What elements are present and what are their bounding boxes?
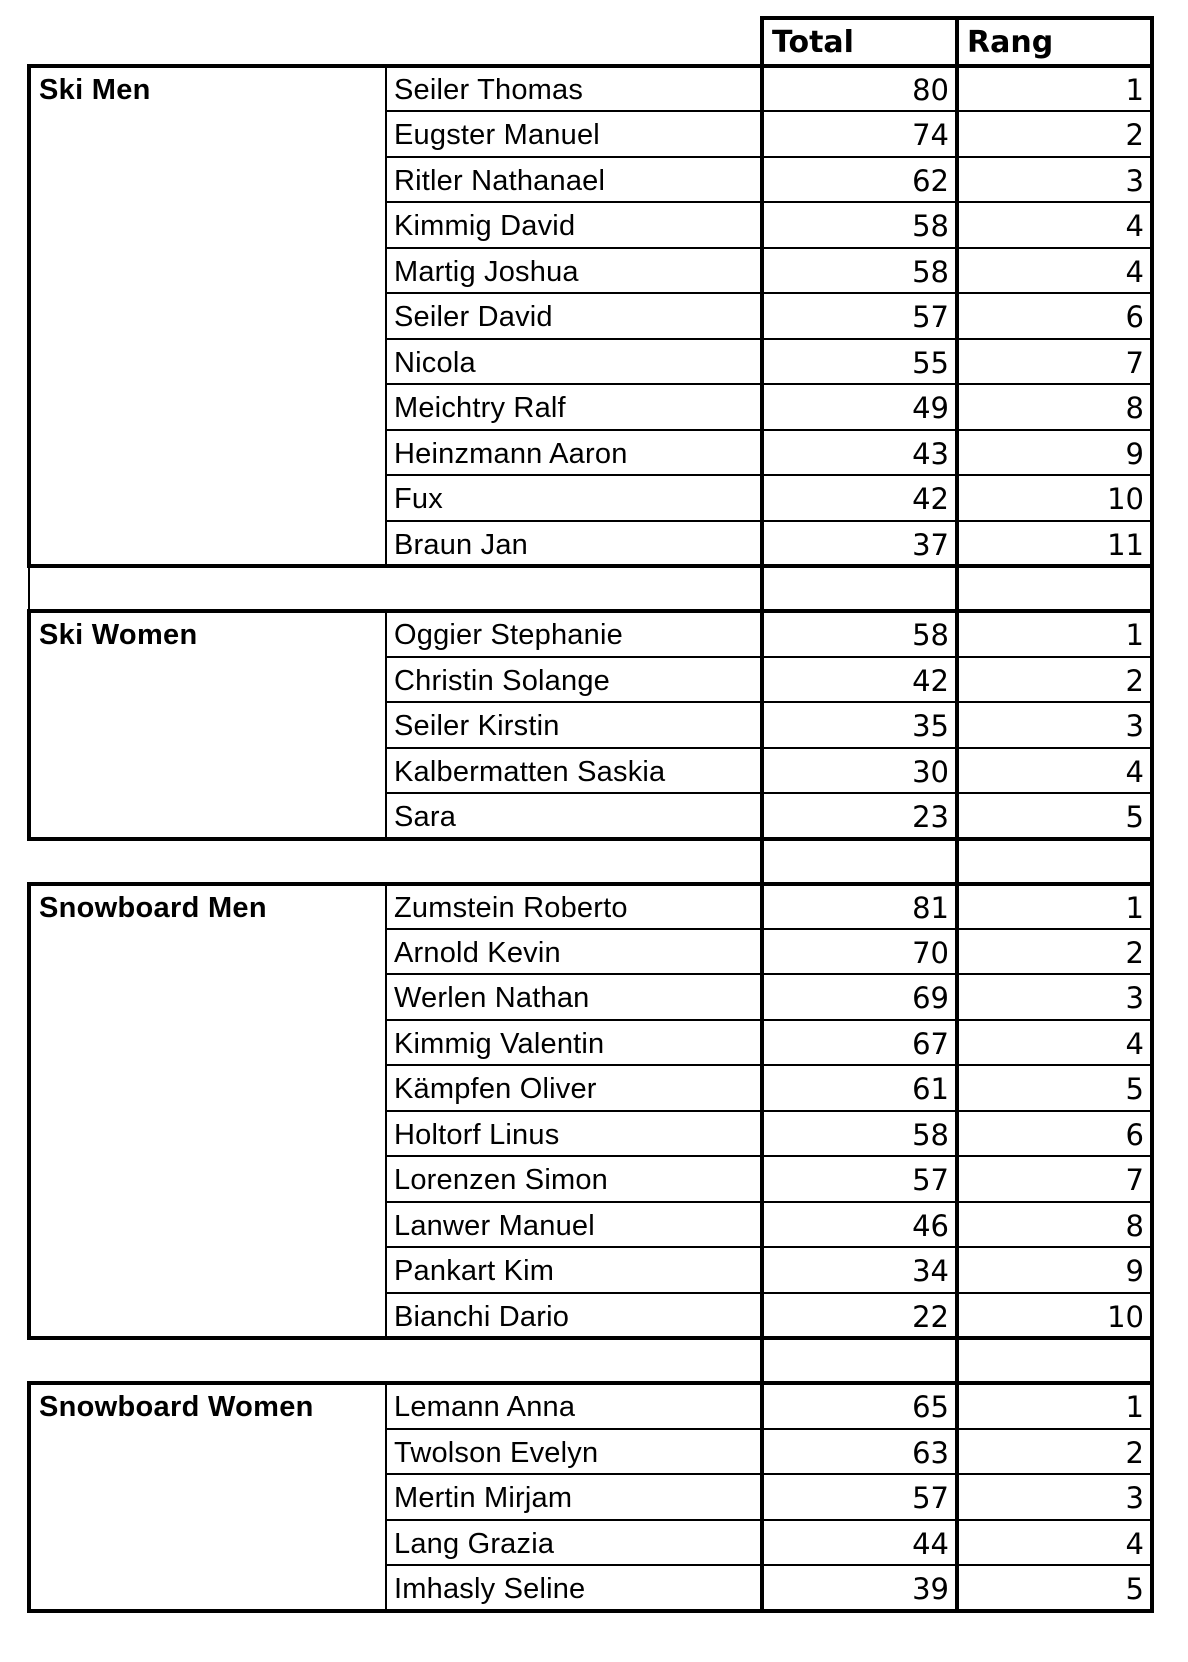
athlete-name: Arnold Kevin xyxy=(394,936,561,969)
rank-value: 2 xyxy=(1125,1435,1144,1470)
athlete-name: Christin Solange xyxy=(394,664,610,697)
total-points: 43 xyxy=(912,436,949,471)
athlete-name: Kimmig David xyxy=(394,210,576,243)
header-border xyxy=(955,16,959,68)
athlete-name: Mertin Mirjam xyxy=(394,1482,573,1515)
rank-value: 4 xyxy=(1125,754,1144,789)
total-points: 67 xyxy=(912,1026,949,1061)
spacer-border xyxy=(955,1336,959,1385)
row-divider xyxy=(385,383,1153,385)
total-points: 62 xyxy=(912,163,949,198)
spacer-border xyxy=(1150,837,1154,886)
rank-value: 4 xyxy=(1125,1526,1144,1561)
total-points: 37 xyxy=(912,527,949,562)
name-column-border xyxy=(385,65,387,567)
name-column-border xyxy=(385,1382,387,1611)
total-points: 58 xyxy=(912,254,949,289)
group-top-border xyxy=(27,609,1154,613)
athlete-name: Oggier Stephanie xyxy=(394,619,623,652)
category-label: Ski Women xyxy=(39,619,198,652)
athlete-name: Lemann Anna xyxy=(394,1391,576,1424)
category-label: Snowboard Men xyxy=(39,891,267,924)
group-border xyxy=(760,609,764,840)
group-border xyxy=(27,609,31,840)
total-points: 58 xyxy=(912,1117,949,1152)
total-points: 35 xyxy=(912,709,949,744)
athlete-name: Holtorf Linus xyxy=(394,1118,560,1151)
rank-value: 5 xyxy=(1125,1072,1144,1107)
athlete-name: Fux xyxy=(394,483,443,516)
total-points: 30 xyxy=(912,754,949,789)
row-divider xyxy=(385,156,1153,158)
name-column-border xyxy=(385,610,387,839)
group-border xyxy=(955,882,959,1341)
spacer-border xyxy=(760,837,764,886)
spacer-border xyxy=(955,837,959,886)
total-points: 22 xyxy=(912,1299,949,1334)
athlete-name: Meichtry Ralf xyxy=(394,392,566,425)
rank-value: 9 xyxy=(1125,436,1144,471)
header-border xyxy=(1150,16,1154,68)
rank-value: 10 xyxy=(1107,1299,1144,1334)
row-divider xyxy=(385,247,1153,249)
group-border xyxy=(27,882,31,1341)
row-divider xyxy=(385,656,1153,658)
row-divider xyxy=(385,1064,1153,1066)
row-divider xyxy=(385,520,1153,522)
athlete-name: Ritler Nathanael xyxy=(394,164,606,197)
rank-value: 7 xyxy=(1125,1163,1144,1198)
column-header-total: Total xyxy=(772,25,854,60)
total-points: 61 xyxy=(912,1072,949,1107)
rank-value: 9 xyxy=(1125,1254,1144,1289)
group-bottom-border xyxy=(27,1609,1154,1613)
athlete-name: Heinzmann Aaron xyxy=(394,437,628,470)
header-border xyxy=(760,16,764,68)
total-points: 49 xyxy=(912,391,949,426)
column-header-rank: Rang xyxy=(967,25,1054,60)
total-points: 42 xyxy=(912,663,949,698)
total-points: 70 xyxy=(912,935,949,970)
rank-value: 6 xyxy=(1125,300,1144,335)
spacer-border xyxy=(955,564,959,613)
total-points: 44 xyxy=(912,1526,949,1561)
row-divider xyxy=(385,201,1153,203)
group-border xyxy=(27,64,31,568)
row-divider xyxy=(385,474,1153,476)
rank-value: 2 xyxy=(1125,935,1144,970)
rank-value: 1 xyxy=(1125,618,1144,653)
rank-value: 1 xyxy=(1125,73,1144,107)
row-divider xyxy=(385,1519,1153,1521)
total-points: 69 xyxy=(912,981,949,1016)
rank-value: 10 xyxy=(1107,482,1144,517)
athlete-name: Kämpfen Oliver xyxy=(394,1073,597,1106)
name-column-border xyxy=(385,883,387,1340)
athlete-name: Lorenzen Simon xyxy=(394,1164,608,1197)
athlete-name: Sara xyxy=(394,801,457,834)
category-label: Snowboard Women xyxy=(39,1391,314,1424)
rank-value: 2 xyxy=(1125,118,1144,153)
total-points: 57 xyxy=(912,300,949,335)
total-points: 42 xyxy=(912,482,949,517)
group-bottom-border xyxy=(27,1336,1154,1340)
group-border xyxy=(1150,609,1154,840)
total-points: 55 xyxy=(912,345,949,380)
athlete-name: Martig Joshua xyxy=(394,255,579,288)
athlete-name: Seiler David xyxy=(394,301,553,334)
athlete-name: Imhasly Seline xyxy=(394,1573,586,1606)
group-border xyxy=(760,64,764,568)
total-points: 80 xyxy=(912,73,949,107)
group-top-border xyxy=(27,64,1154,68)
total-points: 58 xyxy=(912,618,949,653)
total-points: 57 xyxy=(912,1163,949,1198)
athlete-name: Lang Grazia xyxy=(394,1527,555,1560)
athlete-name: Twolson Evelyn xyxy=(394,1436,599,1469)
athlete-name: Lanwer Manuel xyxy=(394,1209,595,1242)
spacer-border xyxy=(1150,564,1154,613)
row-divider xyxy=(385,1201,1153,1203)
athlete-name: Kimmig Valentin xyxy=(394,1027,605,1060)
row-divider xyxy=(385,701,1153,703)
total-points: 34 xyxy=(912,1254,949,1289)
rank-value: 1 xyxy=(1125,1390,1144,1425)
total-points: 46 xyxy=(912,1208,949,1243)
group-border xyxy=(955,64,959,568)
row-divider xyxy=(385,1246,1153,1248)
athlete-name: Eugster Manuel xyxy=(394,119,600,152)
group-border xyxy=(760,882,764,1341)
group-border xyxy=(955,1381,959,1612)
group-border xyxy=(955,609,959,840)
rank-value: 7 xyxy=(1125,345,1144,380)
group-border xyxy=(27,1381,31,1612)
rank-value: 8 xyxy=(1125,1208,1144,1243)
row-divider xyxy=(385,1019,1153,1021)
rank-value: 3 xyxy=(1125,163,1144,198)
rank-value: 4 xyxy=(1125,1026,1144,1061)
row-divider xyxy=(385,292,1153,294)
total-points: 39 xyxy=(912,1572,949,1607)
row-divider xyxy=(385,973,1153,975)
athlete-name: Werlen Nathan xyxy=(394,982,590,1015)
row-divider xyxy=(385,429,1153,431)
total-points: 74 xyxy=(912,118,949,153)
row-divider xyxy=(385,1564,1153,1566)
spacer-border xyxy=(1150,1336,1154,1385)
group-border xyxy=(1150,1381,1154,1612)
row-divider xyxy=(385,1110,1153,1112)
row-divider xyxy=(385,1473,1153,1475)
rank-value: 5 xyxy=(1125,800,1144,835)
row-divider xyxy=(385,1292,1153,1294)
rank-value: 3 xyxy=(1125,709,1144,744)
group-bottom-border xyxy=(27,564,1154,568)
rank-value: 5 xyxy=(1125,1572,1144,1607)
rank-value: 11 xyxy=(1107,527,1144,562)
row-divider xyxy=(385,338,1153,340)
athlete-name: Braun Jan xyxy=(394,528,528,561)
group-border xyxy=(760,1381,764,1612)
athlete-name: Seiler Kirstin xyxy=(394,710,560,743)
rank-value: 4 xyxy=(1125,209,1144,244)
group-border xyxy=(1150,64,1154,568)
spacer-border xyxy=(760,564,764,613)
rank-value: 8 xyxy=(1125,391,1144,426)
group-top-border xyxy=(27,882,1154,886)
rank-value: 3 xyxy=(1125,1481,1144,1516)
row-divider xyxy=(385,110,1153,112)
total-points: 23 xyxy=(912,800,949,835)
rank-value: 3 xyxy=(1125,981,1144,1016)
row-divider xyxy=(385,928,1153,930)
rank-value: 1 xyxy=(1125,890,1144,925)
group-bottom-border xyxy=(27,837,1154,841)
athlete-name: Zumstein Roberto xyxy=(394,891,628,924)
row-divider xyxy=(385,747,1153,749)
spacer-border xyxy=(28,565,30,612)
total-points: 57 xyxy=(912,1481,949,1516)
spacer-border xyxy=(760,1336,764,1385)
rank-value: 2 xyxy=(1125,663,1144,698)
total-points: 65 xyxy=(912,1390,949,1425)
athlete-name: Pankart Kim xyxy=(394,1255,555,1288)
total-points: 58 xyxy=(912,209,949,244)
row-divider xyxy=(385,792,1153,794)
total-points: 63 xyxy=(912,1435,949,1470)
athlete-name: Bianchi Dario xyxy=(394,1300,570,1333)
rank-value: 4 xyxy=(1125,254,1144,289)
row-divider xyxy=(385,1155,1153,1157)
total-points: 81 xyxy=(912,890,949,925)
category-label: Ski Men xyxy=(39,74,151,106)
athlete-name: Seiler Thomas xyxy=(394,74,584,106)
group-top-border xyxy=(27,1381,1154,1385)
rank-value: 6 xyxy=(1125,1117,1144,1152)
athlete-name: Kalbermatten Saskia xyxy=(394,755,666,788)
athlete-name: Nicola xyxy=(394,346,476,379)
group-border xyxy=(1150,882,1154,1341)
row-divider xyxy=(385,1428,1153,1430)
